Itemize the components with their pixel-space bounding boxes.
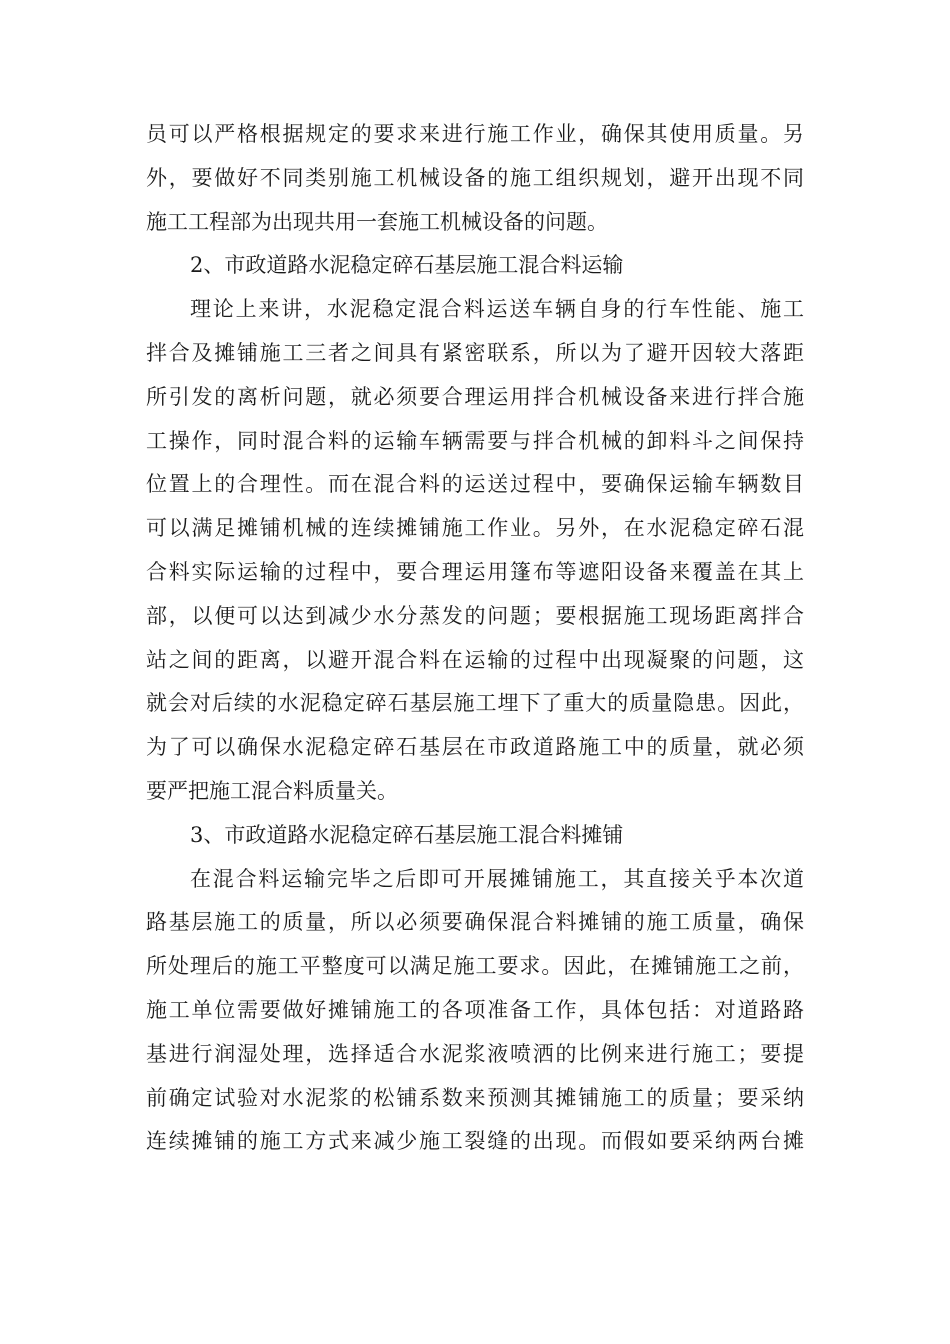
paragraph-line: 员可以严格根据规定的要求来进行施工作业，确保其使用质量。另 — [146, 122, 804, 146]
section-heading: 3、市政道路水泥稳定碎石基层施工混合料摊铺 — [190, 822, 624, 847]
paragraph-line: 要严把施工混合料质量关。 — [146, 778, 398, 803]
paragraph-line: 可以满足摊铺机械的连续摊铺施工作业。另外，在水泥稳定碎石混 — [146, 516, 804, 541]
paragraph-line: 在混合料运输完毕之后即可开展摊铺施工，其直接关乎本次道 — [190, 866, 804, 891]
paragraph-line: 就会对后续的水泥稳定碎石基层施工埋下了重大的质量隐患。因此， — [146, 691, 804, 716]
section-heading: 2、市政道路水泥稳定碎石基层施工混合料运输 — [190, 253, 624, 278]
paragraph-line: 施工工程部为出现共用一套施工机械设备的问题。 — [146, 209, 608, 234]
paragraph-line: 连续摊铺的施工方式来减少施工裂缝的出现。而假如要采纳两台摊 — [146, 1129, 804, 1154]
paragraph-line: 理论上来讲，水泥稳定混合料运送车辆自身的行车性能、施工 — [190, 297, 804, 322]
paragraph-line: 基进行润湿处理，选择适合水泥浆液喷洒的比例来进行施工；要提 — [146, 1041, 804, 1066]
paragraph-line: 为了可以确保水泥稳定碎石基层在市政道路施工中的质量，就必须 — [146, 735, 804, 760]
paragraph-line: 路基层施工的质量，所以必须要确保混合料摊铺的施工质量，确保 — [146, 910, 804, 935]
document-body — [146, 113, 804, 1164]
paragraph-line: 所引发的离析问题，就必须要合理运用拌合机械设备来进行拌合施 — [146, 384, 804, 409]
paragraph-line: 位置上的合理性。而在混合料的运送过程中，要确保运输车辆数目 — [146, 472, 804, 497]
paragraph-line: 合料实际运输的过程中，要合理运用篷布等遮阳设备来覆盖在其上 — [146, 559, 804, 584]
paragraph-line: 站之间的距离，以避开混合料在运输的过程中出现凝聚的问题，这 — [146, 647, 804, 672]
paragraph-line: 施工单位需要做好摊铺施工的各项准备工作，具体包括：对道路路 — [146, 997, 804, 1022]
paragraph-line: 工操作，同时混合料的运输车辆需要与拌合机械的卸料斗之间保持 — [146, 428, 804, 453]
paragraph-line: 前确定试验对水泥浆的松铺系数来预测其摊铺施工的质量；要采纳 — [146, 1085, 804, 1110]
paragraph-line: 部，以便可以达到减少水分蒸发的问题；要根据施工现场距离拌合 — [146, 603, 804, 628]
paragraph-line: 拌合及摊铺施工三者之间具有紧密联系，所以为了避开因较大落距 — [146, 340, 804, 365]
paragraph-line: 外，要做好不同类别施工机械设备的施工组织规划，避开出现不同 — [146, 165, 804, 190]
paragraph-line: 所处理后的施工平整度可以满足施工要求。因此，在摊铺施工之前， — [146, 954, 804, 979]
